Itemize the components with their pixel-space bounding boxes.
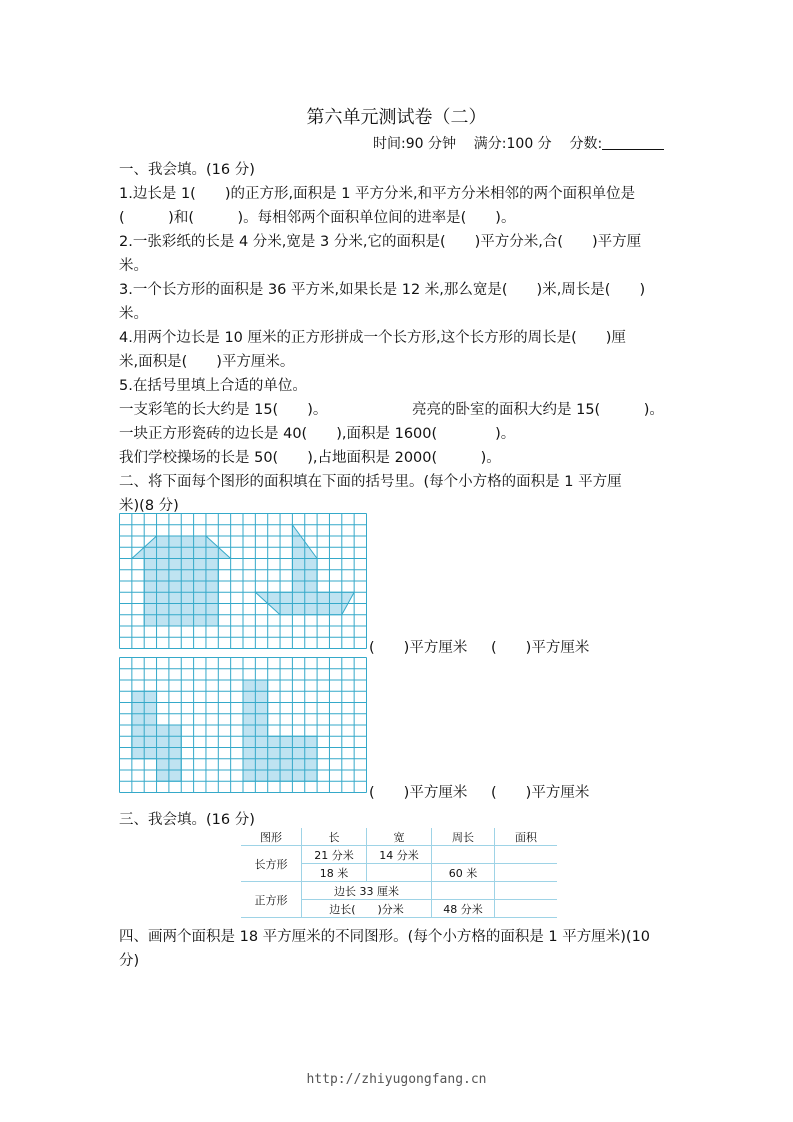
table-cell: 48 分米 (432, 900, 495, 918)
table-cell[interactable] (432, 846, 495, 864)
answer-figure-2: ( )平方厘米 (491, 640, 590, 656)
table-cell[interactable] (367, 864, 432, 882)
section1-heading: 一、我会填。(16 分) (119, 162, 255, 178)
score-blank[interactable] (602, 136, 664, 150)
table-header: 宽 (367, 828, 432, 846)
unit-bedroom: 亮亮的卧室的面积大约是 15( )。 (412, 402, 664, 418)
section2-heading-cont: 米)(8 分) (119, 498, 179, 514)
q5-line: 5.在括号里填上合适的单位。 (119, 378, 307, 394)
table-cell[interactable] (495, 900, 558, 918)
q1-line2: ( )和( )。每相邻两个面积单位间的进率是( )。 (119, 210, 516, 226)
unit-pen: 一支彩笔的长大约是 15( )。 (119, 402, 328, 418)
table-header: 长 (302, 828, 367, 846)
table-cell: 边长 33 厘米 (302, 882, 432, 900)
answer-figure-3: ( )平方厘米 (369, 785, 468, 801)
answer-figure-4: ( )平方厘米 (491, 785, 590, 801)
q1-line1: 1.边长是 1( )的正方形,面积是 1 平方分米,和平方分米相邻的两个面积单位是 (119, 186, 636, 202)
unit-tile: 一块正方形瓷砖的边长是 40( ),面积是 1600( )。 (119, 426, 516, 442)
answer-figure-1: ( )平方厘米 (369, 640, 468, 656)
table-cell: 21 分米 (302, 846, 367, 864)
row-label-rectangle: 长方形 (241, 846, 302, 882)
section4-heading: 四、画两个面积是 18 平方厘米的不同图形。(每个小方格的面积是 1 平方厘米)(10 (119, 929, 651, 945)
q4-line2: 米,面积是( )平方厘米。 (119, 354, 295, 370)
table-cell: 18 米 (302, 864, 367, 882)
section3-heading: 三、我会填。(16 分) (119, 812, 255, 828)
unit-playground: 我们学校操场的长是 50( ),占地面积是 2000( )。 (119, 450, 501, 466)
grid-figure-2 (119, 657, 369, 795)
table-cell[interactable] (495, 882, 558, 900)
section2-heading: 二、将下面每个图形的面积填在下面的括号里。(每个小方格的面积是 1 平方厘 (119, 474, 622, 490)
table-cell[interactable] (495, 846, 558, 864)
q4-line1: 4.用两个边长是 10 厘米的正方形拼成一个长方形,这个长方形的周长是( )厘 (119, 330, 626, 346)
page-title: 第六单元测试卷（二） (306, 107, 487, 128)
q3-line1: 3.一个长方形的面积是 36 平方米,如果长是 12 米,那么宽是( )米,周长是( ) (119, 282, 646, 298)
time-limit: 时间:90 分钟 (373, 136, 456, 152)
table-cell: 14 分米 (367, 846, 432, 864)
table-cell: 60 米 (432, 864, 495, 882)
q2-line2: 米。 (119, 258, 148, 274)
table-cell: 边长( )分米 (302, 900, 432, 918)
footer-url[interactable]: http://zhiyugongfang.cn (306, 1072, 487, 1087)
table-header: 图形 (241, 828, 302, 846)
exam-meta (373, 133, 664, 153)
fill-table (241, 828, 557, 918)
q3-line2: 米。 (119, 306, 148, 322)
grid-figure-1 (119, 513, 369, 651)
full-score: 满分:100 分 (473, 136, 552, 152)
table-header: 面积 (495, 828, 558, 846)
table-cell[interactable] (495, 864, 558, 882)
row-label-square: 正方形 (241, 882, 302, 918)
table-cell[interactable] (432, 882, 495, 900)
q2-line1: 2.一张彩纸的长是 4 分米,宽是 3 分米,它的面积是( )平方分米,合( )平方厘 (119, 234, 642, 250)
section4-heading-cont: 分) (119, 953, 140, 969)
score-label: 分数: (569, 136, 603, 152)
table-header: 周长 (432, 828, 495, 846)
